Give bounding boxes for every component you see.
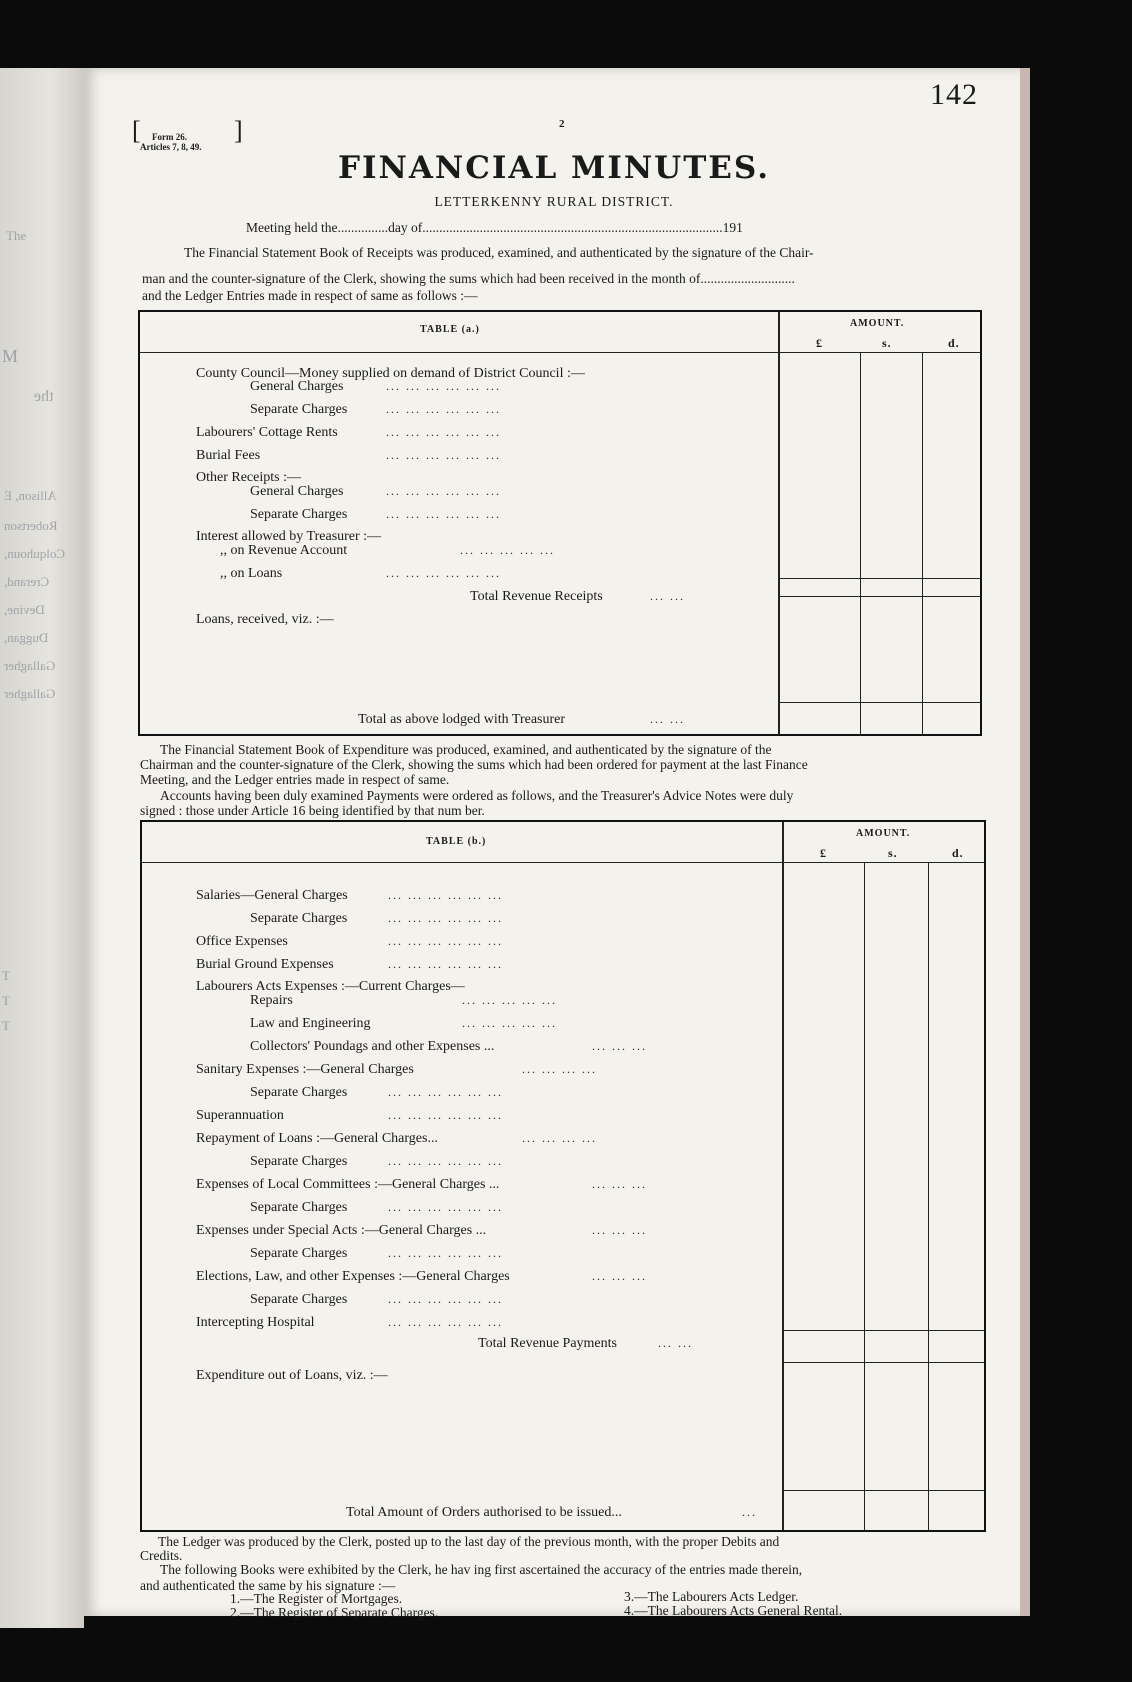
ledger-note: The Ledger was produced by the Clerk, posted up to the last day of the previous month, with the proper Debits and <box>158 1534 780 1549</box>
intro-line: man and the counter-signature of the Clerk, showing the sums which had been received in the month of............................ <box>142 271 795 286</box>
table-row: Expenditure out of Loans, viz. :— <box>196 1368 388 1383</box>
ghost-text: T <box>2 968 10 983</box>
document-page <box>84 68 1024 1620</box>
table-row: Repairs <box>250 993 293 1008</box>
form-number: Form 26. <box>152 132 187 142</box>
table-rule <box>782 1362 984 1363</box>
table-row: Labourers Acts Expenses :—Current Charges— <box>196 979 465 994</box>
ghost-text: the <box>34 388 54 405</box>
table-row: Separate Charges <box>250 1085 348 1100</box>
pounds-header: £ <box>816 336 823 350</box>
table-row: Separate Charges <box>250 1154 348 1169</box>
table-row: Labourers' Cottage Rents <box>196 425 338 440</box>
table-row: Other Receipts :— <box>196 470 301 485</box>
table-row: Elections, Law, and other Expenses :—General Charges <box>196 1269 510 1284</box>
table-row: General Charges <box>250 379 344 394</box>
facing-page <box>0 68 84 1628</box>
amount-header: AMOUNT. <box>850 318 905 329</box>
sheet-number: 2 <box>559 118 565 130</box>
page-edge <box>1020 68 1030 1616</box>
amount-header: AMOUNT. <box>856 828 911 839</box>
table-rule <box>140 352 980 353</box>
table-row: County Council—Money supplied on demand of District Council :— <box>196 366 585 381</box>
table-row: Interest allowed by Treasurer :— <box>196 529 382 544</box>
ghost-text: Colquhoun, <box>4 546 66 561</box>
table-rule <box>928 862 929 1530</box>
page-title: FINANCIAL MINUTES. <box>337 150 770 186</box>
book-item: 2.—The Register of Separate Charges. <box>230 1605 439 1620</box>
table-row: Office Expenses <box>196 934 288 949</box>
ghost-text: Gallagher <box>4 658 56 673</box>
table-row: Intercepting Hospital <box>196 1315 315 1330</box>
table-rule <box>778 312 780 734</box>
receipts-table: TABLE (a.) AMOUNT. £ s. d. County Council—Money supplied on demand of District Council :— General Charges ... ... ... ... ... ... Separate Charges ... ... ... ... ... ... Labourers' Cottage Rents ... ... ... ... ... ... Burial Fees ... ... ... ... ... ... Other Receipts :— General Charges ... ... ... ... ... ... Separate Charges ... ... ... ... ... ... Interest allowed by Treasurer :— ,, on Revenue Account ... ... ... ... ... ,, on Loans ... ... ... ... ... ... Total Revenue Receipts ... ... Loans, received, viz. :— Total as above lodged with Treasurer ... ... <box>138 310 982 736</box>
total-row: Total Amount of Orders authorised to be issued... <box>346 1505 622 1520</box>
table-rule <box>782 1330 984 1331</box>
payments-table: TABLE (b.) AMOUNT. £ s. d. Salaries—General Charges ... ... ... ... ... ... Separate Charges ... ... ... ... ... ... Office Expenses ... ... ... ... ... ... Burial Ground Expenses ... ... ... ... ... ... Labourers Acts Expenses :—Current Charges— Repairs ... ... ... ... ... Law and Engineering ... ... ... ... ... Collectors' Poundags and other Expenses ... ... ... ... Sanitary Expenses :—General Charges ... ... ... ... Separate Charges ... ... ... ... ... ... Superannuation ... ... ... ... ... ... Repayment of Loans :—General Charges... ... ... ... ... Separate Charges ... ... ... ... ... ... Expenses of Local Committees :—General Charges ... ... ... ... Separate Charges ... ... ... ... ... ... Expenses under Special Acts :—General Charges ... ... ... ... Separate Charges ... ... ... ... ... ... Elections, Law, and other Expenses :—General Charges ... ... ... Separate Charges ... ... ... ... ... ... Intercepting Hospital ... ... ... ... ... ... Total Revenue Payments ... ... Expenditure out of Loans, viz. :— Total Amount of Orders authorised to be issued... ... <box>140 820 986 1532</box>
table-header: TABLE (a.) <box>420 324 480 335</box>
pounds-header: £ <box>820 846 827 860</box>
ghost-text: Gallagher <box>4 686 56 701</box>
ghost-text: Duggan, <box>4 630 49 645</box>
book-item: 4.—The Labourers Acts General Rental. <box>624 1603 843 1618</box>
table-rule <box>778 596 980 597</box>
pence-header: d. <box>952 846 964 860</box>
expenditure-intro: The Financial Statement Book of Expenditure was produced, examined, and authenticated by the signature of the <box>160 742 772 757</box>
table-rule <box>922 352 923 734</box>
table-row: Law and Engineering <box>250 1016 371 1031</box>
ghost-text: T <box>2 993 10 1008</box>
table-rule <box>778 578 980 579</box>
table-row: Burial Ground Expenses <box>196 957 334 972</box>
ghost-text: T <box>2 1018 10 1033</box>
table-row: Repayment of Loans :—General Charges... <box>196 1131 438 1146</box>
form-articles: Articles 7, 8, 49. <box>140 142 202 152</box>
intro-line: and the Ledger Entries made in respect of same as follows :— <box>142 288 478 303</box>
book-item: 3.—The Labourers Acts Ledger. <box>624 1589 799 1604</box>
expenditure-intro: Accounts having been duly examined Payments were ordered as follows, and the Treasurer's Advice Notes were duly <box>160 788 794 803</box>
district-name: LETTERKENNY RURAL DISTRICT. <box>434 194 674 209</box>
expenditure-intro: signed : those under Article 16 being identified by that num ber. <box>140 803 485 818</box>
table-row: Superannuation <box>196 1108 284 1123</box>
ghost-text: Crerand, <box>4 574 50 589</box>
table-row: Sanitary Expenses :—General Charges <box>196 1062 414 1077</box>
books-note: and authenticated the same by his signature :— <box>140 1578 396 1593</box>
table-rule <box>860 352 861 734</box>
table-row: Separate Charges <box>250 1200 348 1215</box>
table-header: TABLE (b.) <box>426 836 487 847</box>
expenditure-intro: Meeting, and the Ledger entries made in respect of same. <box>140 772 450 787</box>
table-row: Separate Charges <box>250 1292 348 1307</box>
table-row: Separate Charges <box>250 1246 348 1261</box>
books-note: The following Books were exhibited by the Clerk, he hav ing first ascertained the accuracy of the entries made therein, <box>160 1562 803 1577</box>
ghost-text: Robertson <box>4 518 58 533</box>
total-row: Total Revenue Payments <box>478 1336 617 1351</box>
table-row: Salaries—General Charges <box>196 888 348 903</box>
table-rule <box>864 862 865 1530</box>
form-reference: [ Form 26. Articles 7, 8, 49. ] <box>132 116 243 152</box>
intro-line: The Financial Statement Book of Receipts was produced, examined, and authenticated by the signature of the Chair- <box>184 245 814 260</box>
table-row: Separate Charges <box>250 507 348 522</box>
table-row: Separate Charges <box>250 911 348 926</box>
shillings-header: s. <box>882 336 892 350</box>
ghost-text: Devine, <box>4 602 45 617</box>
ghost-text: The <box>6 228 27 243</box>
table-rule <box>778 702 980 703</box>
table-rule <box>142 862 984 863</box>
shillings-header: s. <box>888 846 898 860</box>
page-number: 142 <box>930 78 978 111</box>
table-row: ,, on Revenue Account <box>220 543 348 558</box>
meeting-line: Meeting held the...............day of.........................................................................................191 <box>246 220 743 235</box>
table-rule <box>782 822 784 1530</box>
table-row: Loans, received, viz. :— <box>196 612 334 627</box>
table-row: General Charges <box>250 484 344 499</box>
ghost-text: M <box>2 346 19 366</box>
ghost-text: Allison, E <box>4 488 57 503</box>
table-row: Burial Fees <box>196 448 261 463</box>
book-item: 1.—The Register of Mortgages. <box>230 1591 403 1606</box>
table-row: Expenses under Special Acts :—General Charges ... <box>196 1223 487 1238</box>
total-row: Total as above lodged with Treasurer <box>358 712 566 727</box>
table-row: ,, on Loans <box>220 566 283 581</box>
pence-header: d. <box>948 336 960 350</box>
ledger-note: Credits. <box>140 1548 183 1563</box>
table-row: Expenses of Local Committees :—General Charges ... <box>196 1177 500 1192</box>
table-row: Separate Charges <box>250 402 348 417</box>
total-row: Total Revenue Receipts <box>470 589 603 604</box>
expenditure-intro: Chairman and the counter-signature of the Clerk, showing the sums which had been ordered for payment at the last Finance <box>140 757 808 772</box>
table-rule <box>782 1490 984 1491</box>
table-row: Collectors' Poundags and other Expenses ... <box>250 1039 495 1054</box>
